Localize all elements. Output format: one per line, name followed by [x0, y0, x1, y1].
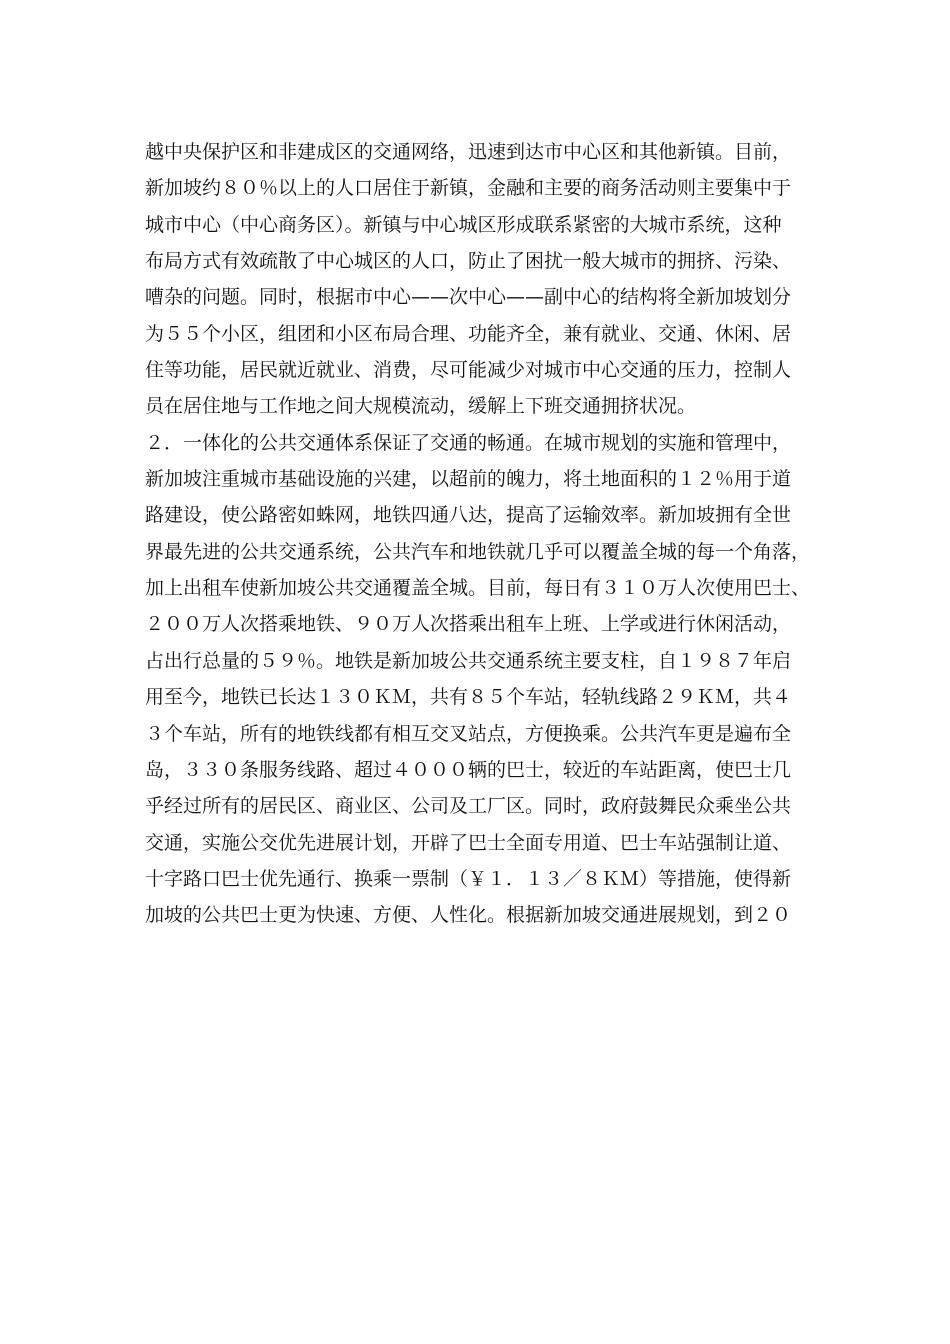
text-line: 新加坡注重城市基础设施的兴建，以超前的魄力，将土地面积的１２％用于道	[145, 468, 792, 491]
text-line: 交通，实施公交优先进展计划，开辟了巴士全面专用道、巴士车站强制让道、	[145, 831, 792, 854]
body-text	[145, 134, 815, 934]
text-line: 用至今，地铁已长达１３０ＫＭ，共有８５个车站，轻轨线路２９ＫＭ，共４	[145, 686, 792, 709]
text-line: 为５５个小区，组团和小区布局合理、功能齐全，兼有就业、交通、休闲、居	[145, 322, 792, 345]
text-line: 加上出租车使新加坡公共交通覆盖全城。目前，每日有３１０万人次使用巴士、	[145, 577, 811, 600]
text-line: 越中央保护区和非建成区的交通网络，迅速到达市中心区和其他新镇。目前，	[145, 141, 792, 163]
text-line: 新加坡约８０％以上的人口居住于新镇，金融和主要的商务活动则主要集中于	[145, 177, 792, 200]
text-line: 住等功能，居民就近就业、消费，尽可能减少对城市中心交通的压力，控制人	[145, 359, 792, 382]
text-line: 界最先进的公共交通系统，公共汽车和地铁就几乎可以覆盖全城的每一个角落，	[145, 540, 811, 563]
text-line: 城市中心（中心商务区）。新镇与中心城区形成联系紧密的大城市系统，这种	[145, 213, 782, 236]
text-line: 嘈杂的问题。同时，根据市中心——次中心——副中心的结构将全新加坡划分	[145, 286, 792, 309]
text-line: 布局方式有效疏散了中心城区的人口，防止了困扰一般大城市的拥挤、污染、	[145, 250, 792, 273]
text-line: 路建设，使公路密如蛛网，地铁四通八达，提高了运输效率。新加坡拥有全世	[145, 504, 792, 527]
text-line: 十字路口巴士优先通行、换乘一票制（￥１．１３／８ＫＭ）等措施，使得新	[145, 867, 792, 890]
text-line: ３个车站，所有的地铁线都有相互交叉站点，方便换乘。公共汽车更是遍布全	[145, 722, 792, 745]
text-line: 员在居住地与工作地之间大规模流动，缓解上下班交通拥挤状况。	[145, 395, 697, 418]
text-line: ２００万人次搭乘地铁、９０万人次搭乘出租车上班、上学或进行休闲活动，	[145, 613, 792, 636]
text-line: 岛，３３０条服务线路、超过４０００辆的巴士，较近的车站距离，使巴士几	[145, 758, 792, 781]
text-line: 乎经过所有的居民区、商业区、公司及工厂区。同时，政府鼓舞民众乘坐公共	[145, 795, 792, 818]
text-line: 占出行总量的５９％。地铁是新加坡公共交通系统主要支柱，自１９８７年启	[145, 649, 792, 672]
text-line: 加坡的公共巴士更为快速、方便、人性化。根据新加坡交通进展规划，到２０	[145, 904, 792, 927]
text-line: ２．一体化的公共交通体系保证了交通的畅通。在城市规划的实施和管理中，	[145, 431, 792, 454]
